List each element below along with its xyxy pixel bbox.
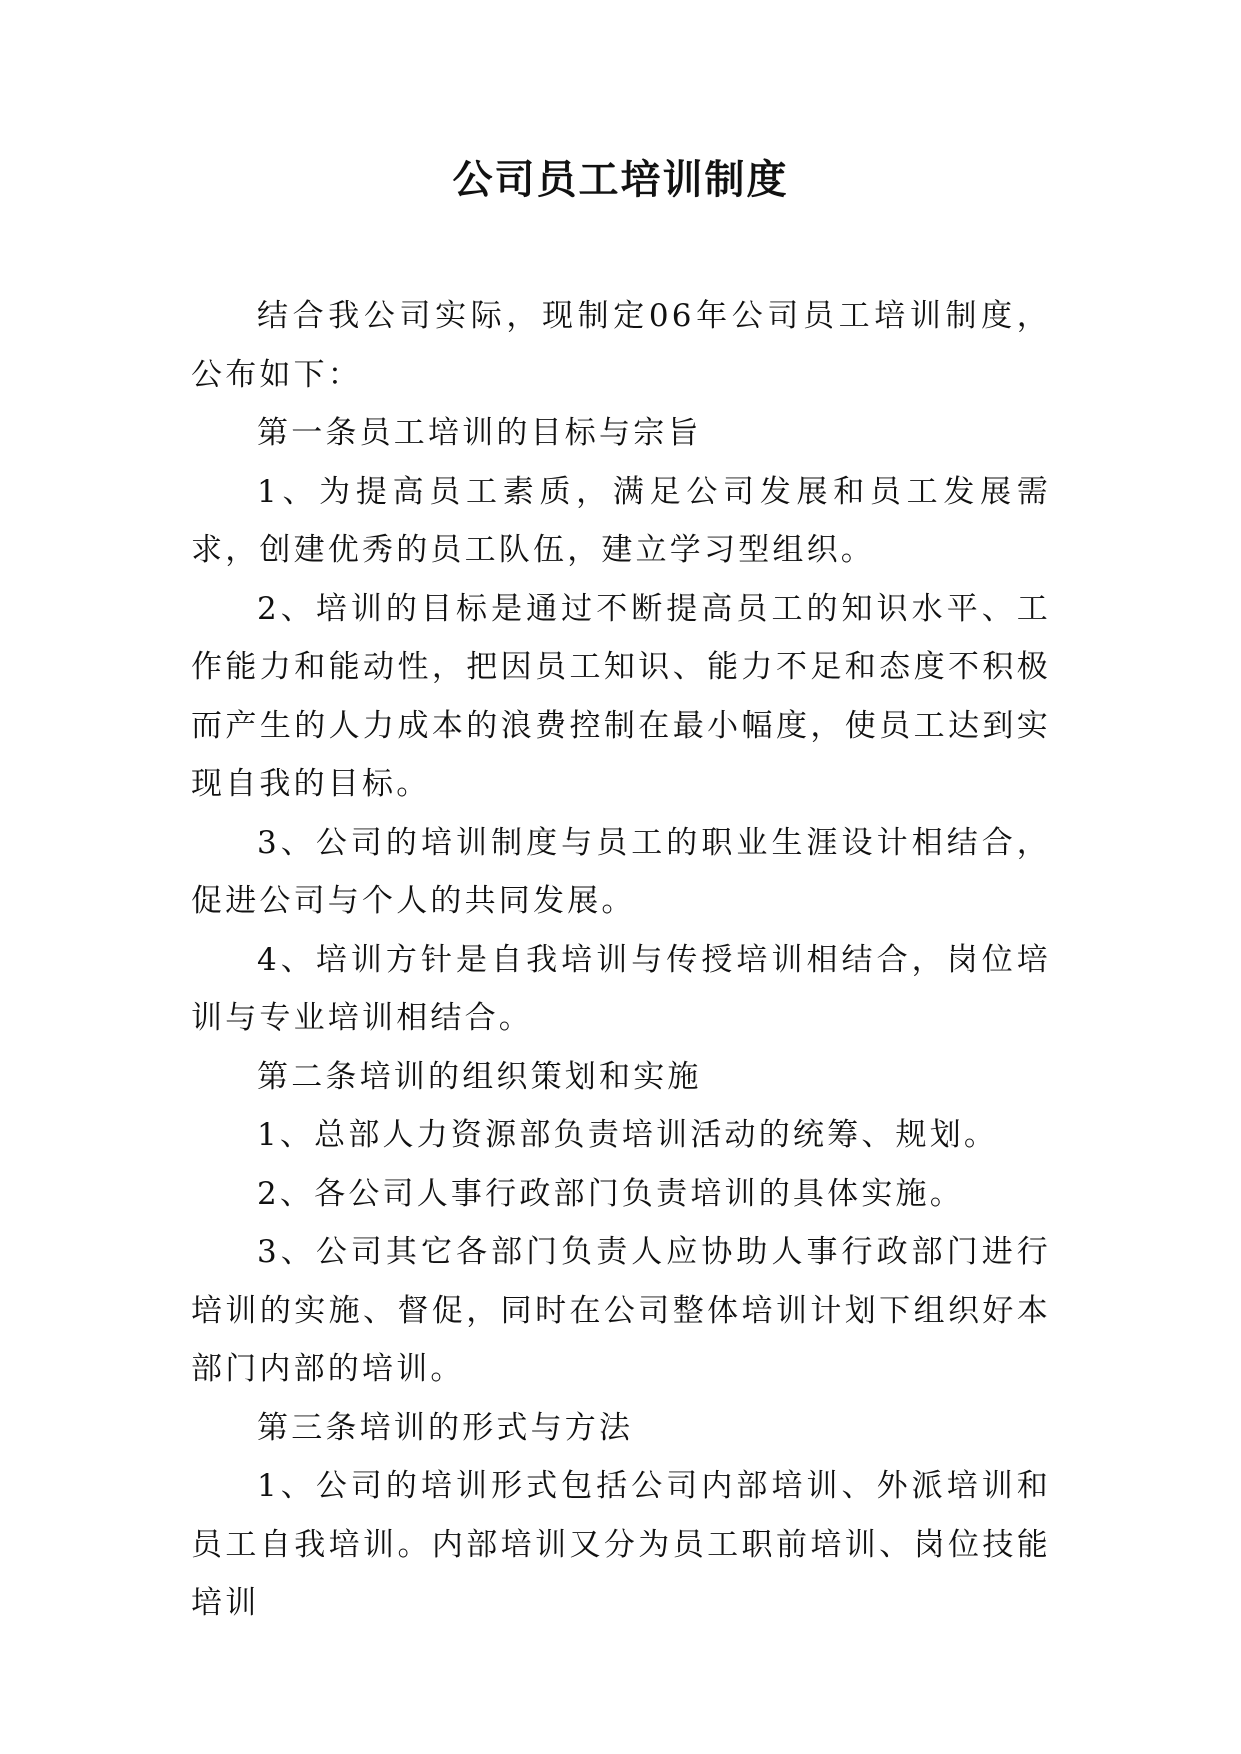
paragraph-1-4: 4、培训方针是自我培训与传授培训相结合，岗位培训与专业培训相结合。 xyxy=(191,941,1051,1036)
intro-paragraph: 结合我公司实际，现制定06年公司员工培训制度，公布如下： xyxy=(191,298,1051,393)
document-title: 公司员工培训制度 xyxy=(452,156,789,203)
section-heading-1: 第一条员工培训的目标与宗旨 xyxy=(257,415,702,451)
paragraph-3-1: 1、公司的培训形式包括公司内部培训、外派培训和员工自我培训。内部培训又分为员工职前培训、岗位技能培训 xyxy=(191,1468,1051,1621)
section-heading-3: 第三条培训的形式与方法 xyxy=(257,1409,634,1446)
section-heading-2: 第二条培训的组织策划和实施 xyxy=(257,1058,702,1095)
paragraph-1-3: 3、公司的培训制度与员工的职业生涯设计相结合，促进公司与个人的共同发展。 xyxy=(191,824,1051,919)
paragraph-1-2: 2、培训的目标是通过不断提高员工的知识水平、工作能力和能动性，把因员工知识、能力不足和态度不积极而产生的人力成本的浪费控制在最小幅度，使员工达到实现自我的目标。 xyxy=(191,590,1051,802)
paragraph-1-1: 1、为提高员工素质，满足公司发展和员工发展需求，创建优秀的员工队伍，建立学习型组织。 xyxy=(191,473,1051,568)
document-body xyxy=(191,287,1051,1633)
paragraph-2-2: 2、各公司人事行政部门负责培训的具体实施。 xyxy=(257,1175,964,1212)
paragraph-2-1: 1、总部人力资源部负责培训活动的统筹、规划。 xyxy=(257,1117,999,1153)
paragraph-2-3: 3、公司其它各部门负责人应协助人事行政部门进行培训的实施、督促，同时在公司整体培训计划下组织好本部门内部的培训。 xyxy=(191,1234,1051,1387)
